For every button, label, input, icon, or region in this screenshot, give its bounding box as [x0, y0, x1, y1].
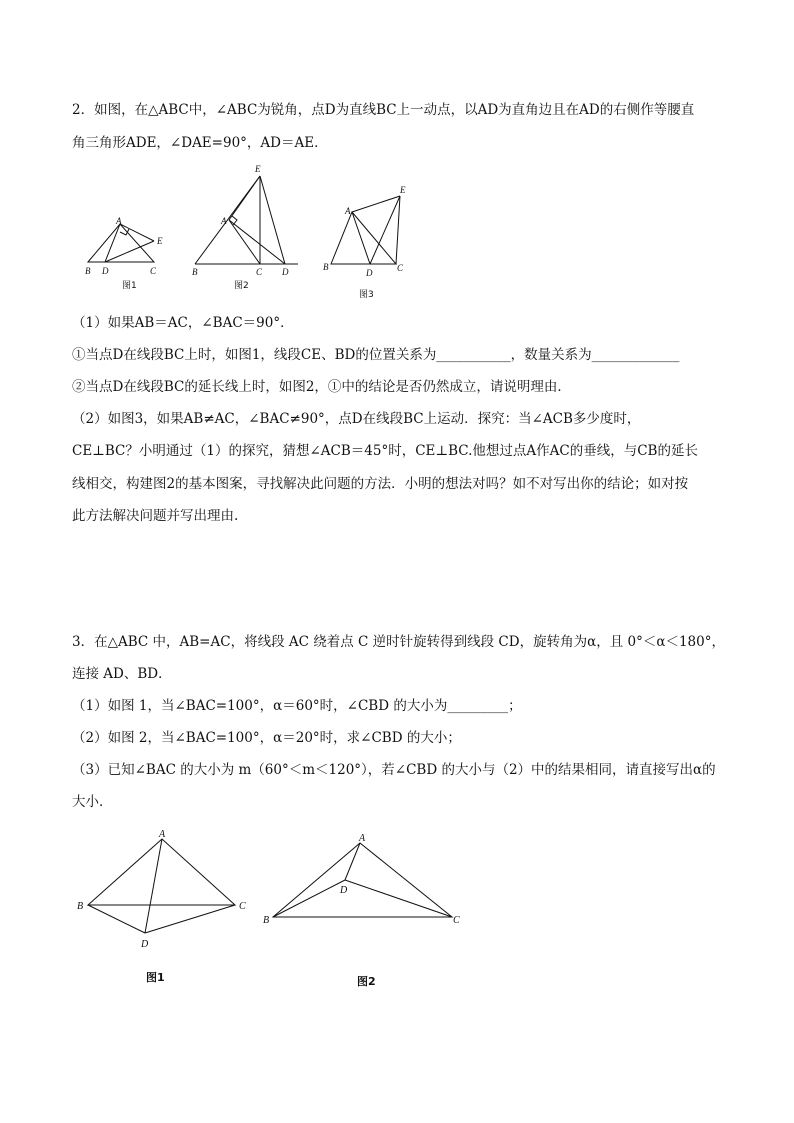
q3-fig1-label-A: A	[159, 829, 166, 840]
q3-fig1-label-C: C	[239, 901, 246, 912]
q2-part2-line1: （2）如图3，如果AB≠AC，∠BAC≠90°，点D在线段BC上运动．探究：当∠ACB多少度时，	[72, 411, 641, 427]
fig3-label-A: A	[345, 206, 351, 216]
fig2-caption: 图2	[234, 281, 249, 291]
q3-fig2-label-D: D	[340, 885, 348, 896]
q2-figure-3	[323, 185, 406, 300]
fig1-label-A: A	[116, 216, 122, 226]
fig1-label-B: B	[85, 266, 91, 276]
q2-part1-b: ②当点D在线段BC的延长线上时，如图2，①中的结论是否仍然成立，请说明理由．	[72, 379, 571, 395]
q3-part2: （2）如图 2，当∠BAC=100°，α＝20°时，求∠CBD 的大小；	[72, 730, 461, 746]
q2-part2-line4: 此方法解决问题并写出理由.	[72, 508, 239, 524]
fig3-label-C: C	[397, 263, 404, 273]
q3-fig1-label-B: B	[77, 901, 84, 912]
q2-stem-line1: 2．如图，在△ABC中，∠ABC为锐角，点D为直线BC上一动点，以AD为直角边且在AD的右侧作等腰直	[72, 102, 695, 118]
fig1-label-C: C	[150, 266, 157, 276]
fig2-label-E: E	[255, 164, 261, 174]
fig2-label-C: C	[256, 267, 263, 277]
q2-figures	[80, 158, 420, 308]
q2-part2-line2: CE⊥BC？小明通过（1）的探究，猜想∠ACB＝45°时，CE⊥BC.他想过点A作AC的垂线，与CB的延长	[72, 443, 698, 459]
fig1-label-D: D	[102, 266, 109, 276]
q2-stem-line2: 角三角形ADE，∠DAE=90°，AD＝AE．	[72, 135, 328, 151]
q3-fig1-caption: 图1	[146, 971, 165, 984]
q3-fig2-label-B: B	[263, 915, 270, 926]
q3-fig1-label-D: D	[141, 939, 149, 950]
q2-part2-line3: 线相交，构建图2的基本图案，寻找解决此问题的方法．小明的想法对吗？如不对写出你的结论；如对按	[72, 476, 689, 492]
q2-figure-1	[85, 216, 163, 291]
fig2-label-A: A	[221, 216, 227, 226]
q3-figure-2	[263, 833, 460, 988]
fig3-caption: 图3	[359, 290, 374, 300]
q3-fig2-label-C: C	[453, 915, 460, 926]
fig2-label-B: B	[192, 267, 198, 277]
q3-figures	[70, 825, 470, 995]
q3-stem-line1: 3．在△ABC 中，AB=AC，将线段 AC 绕着点 C 逆时针旋转得到线段 CD，旋转角为α，且 0°＜α＜180°，	[72, 634, 725, 650]
fig3-label-D: D	[366, 268, 373, 278]
fig3-label-E: E	[400, 185, 406, 195]
fig2-label-D: D	[282, 267, 289, 277]
q2-part1-a: ①当点D在线段BC上时，如图1，线段CE、BD的位置关系为___________，数量关系为_____________	[72, 347, 680, 363]
q3-stem-line2: 连接 AD、BD．	[72, 666, 172, 682]
q3-fig2-label-A: A	[359, 833, 366, 844]
fig1-caption: 图1	[122, 281, 137, 291]
q2-figure-2	[192, 164, 298, 291]
q3-fig2-caption: 图2	[357, 975, 376, 988]
q3-part3: （3）已知∠BAC 的大小为 m（60°＜m＜120°），若∠CBD 的大小与（2）中的结果相同，请直接写出α的	[72, 762, 716, 778]
q3-part1: （1）如图 1，当∠BAC=100°，α＝60°时，∠CBD 的大小为_________；	[72, 698, 522, 714]
q3-figure-1	[77, 829, 246, 984]
q2-part1: （1）如果AB＝AC，∠BAC＝90°．	[72, 315, 294, 331]
fig1-label-E: E	[157, 236, 163, 246]
fig3-label-B: B	[323, 262, 329, 272]
q3-part3-line2: 大小．	[72, 794, 113, 810]
